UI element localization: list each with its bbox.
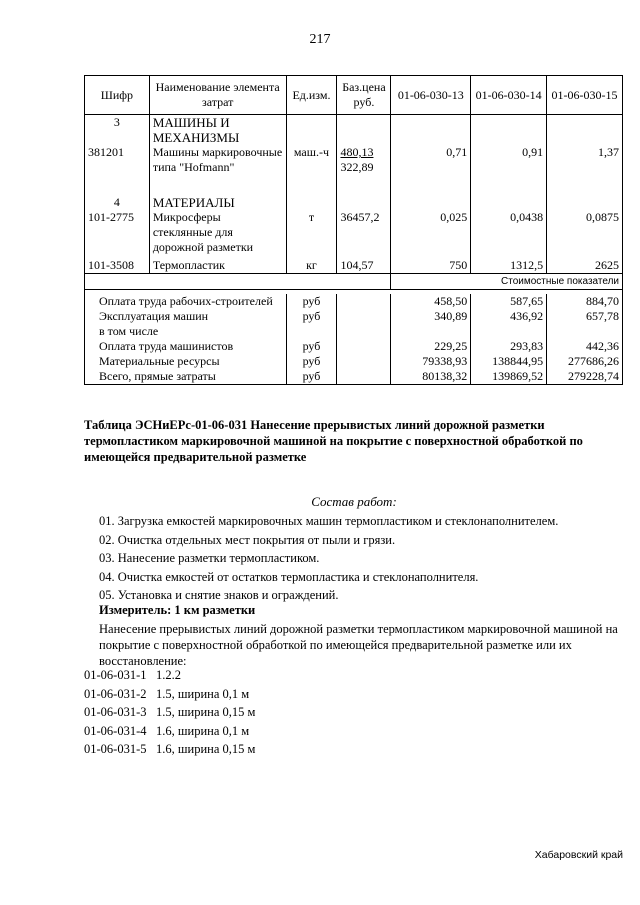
- description: Нанесение прерывистых линий дорожной разметки термопластиком маркировочной машиной на покрытие с поверхностной обработкой по имеющейся предварительной разметке или их восстановление:: [99, 622, 618, 668]
- row-price: 36457,2: [337, 210, 391, 258]
- variant-code: 01-06-031-2: [84, 686, 147, 701]
- header-col-15: 01-06-030-15: [547, 76, 623, 115]
- variant-code: 01-06-031-3: [84, 705, 147, 719]
- variant-text: 1.6, ширина 0,1 м: [156, 723, 250, 738]
- row-value: 0,71: [391, 145, 471, 195]
- cost-value: 340,89: [391, 309, 471, 324]
- cost-value: 80138,32: [391, 369, 471, 385]
- variant-text: 1.2.2: [156, 668, 181, 682]
- cost-name: Эксплуатация машин: [85, 309, 287, 324]
- row-price: 104,57: [337, 258, 391, 274]
- cost-value: 442,36: [547, 339, 623, 354]
- table-row: [85, 258, 623, 274]
- table-row: [85, 145, 623, 195]
- cost-unit: руб: [286, 309, 337, 324]
- list-item: 03. Нанесение разметки термопластиком.: [99, 551, 320, 565]
- row-value: 1312,5: [471, 258, 547, 274]
- list-item: [84, 724, 255, 743]
- list-item: 04. Очистка емкостей от остатков термопластика и стеклонаполнителя.: [99, 569, 479, 584]
- cost-unit: руб: [286, 339, 337, 354]
- list-item: [84, 742, 255, 761]
- cost-name: Оплата труда машинистов: [85, 339, 287, 354]
- cost-value: 587,65: [471, 294, 547, 309]
- cost-name: Материальные ресурсы: [85, 354, 287, 369]
- variant-text: 1.6, ширина 0,15 м: [156, 742, 256, 756]
- cost-row: [85, 324, 623, 339]
- cost-row: [85, 369, 623, 385]
- cost-value: 139869,52: [471, 369, 547, 385]
- cost-value: 79338,93: [391, 354, 471, 369]
- list-item: [84, 705, 255, 724]
- cost-row: [85, 309, 623, 324]
- row-value: 0,91: [471, 145, 547, 195]
- row-value: 0,0438: [471, 210, 547, 258]
- header-unit: Ед.изм.: [286, 76, 337, 115]
- variant-text: 1.5, ширина 0,15 м: [156, 705, 256, 719]
- list-item: [84, 687, 255, 706]
- list-item: 05. Установка и снятие знаков и ограждений.: [99, 588, 339, 602]
- table-title: Таблица ЭСНиЕРс-01-06-031 Нанесение прерывистых линий дорожной разметки термопластиком маркировочной машиной на покрытие с поверхностной обработкой по имеющейся предварительной разметке: [84, 418, 583, 464]
- list-item: 01. Загрузка емкостей маркировочных машин термопластиком и стеклонаполнителем.: [99, 514, 559, 528]
- cost-name: Всего, прямые затраты: [85, 369, 287, 385]
- cost-value: 458,50: [391, 294, 471, 309]
- cost-name: Оплата труда рабочих-строителей: [85, 294, 287, 309]
- section-code: 3: [85, 115, 150, 146]
- cost-value: 657,78: [547, 309, 623, 324]
- row-value: 0,025: [391, 210, 471, 258]
- row-price: [337, 145, 391, 195]
- cost-value: 884,70: [547, 294, 623, 309]
- cost-value: 138844,95: [471, 354, 547, 369]
- header-price: Баз.цена руб.: [337, 76, 391, 115]
- works-list: [99, 514, 624, 607]
- cost-value: 229,25: [391, 339, 471, 354]
- cost-name: в том числе: [85, 324, 287, 339]
- section-machines-row: [85, 115, 623, 146]
- resource-table: [84, 75, 623, 385]
- row-value: 1,37: [547, 145, 623, 195]
- row-name: Машины маркировочные типа "Hofmann": [149, 145, 286, 195]
- list-item: 02. Очистка отдельных мест покрытия от пыли и грязи.: [99, 532, 396, 547]
- header-col-14: 01-06-030-14: [471, 76, 547, 115]
- row-name: Термопластик: [149, 258, 286, 274]
- row-code: 101-2775: [85, 210, 150, 258]
- row-value: 0,0875: [547, 210, 623, 258]
- cost-row: [85, 354, 623, 369]
- variant-code: 01-06-031-4: [84, 723, 147, 738]
- row-code: 101-3508: [85, 258, 150, 274]
- measure-unit: Измеритель: 1 км разметки: [99, 603, 256, 617]
- table-row: [85, 210, 623, 258]
- row-unit: кг: [286, 258, 337, 274]
- cost-value: 279228,74: [547, 369, 623, 385]
- list-item: [84, 668, 255, 687]
- cost-value: 293,83: [471, 339, 547, 354]
- row-value: 750: [391, 258, 471, 274]
- cost-unit: руб: [286, 354, 337, 369]
- cost-value: 277686,26: [547, 354, 623, 369]
- works-title: Состав работ:: [311, 494, 397, 509]
- section-title: МАШИНЫ И МЕХАНИЗМЫ: [149, 115, 286, 146]
- cost-value: 436,92: [471, 309, 547, 324]
- row-code: 381201: [85, 145, 150, 195]
- variants-list: [84, 668, 255, 761]
- cost-unit: руб: [286, 294, 337, 309]
- section-title: МАТЕРИАЛЫ: [149, 195, 286, 210]
- price-value: 322,89: [340, 160, 374, 174]
- cost-header: Стоимостные показатели: [391, 274, 623, 290]
- section-materials-row: [85, 195, 623, 210]
- cost-header-row: [85, 274, 623, 290]
- cost-row: [85, 339, 623, 354]
- row-name: Микросферы стеклянные для дорожной разметки: [149, 210, 286, 258]
- variant-text: 1.5, ширина 0,1 м: [156, 686, 250, 701]
- variant-code: 01-06-031-5: [84, 742, 147, 756]
- cost-row: [85, 294, 623, 309]
- header-col-13: 01-06-030-13: [391, 76, 471, 115]
- header-name: Наименование элемента затрат: [149, 76, 286, 115]
- price-value: 480,13: [340, 145, 374, 159]
- cost-unit: руб: [286, 369, 337, 385]
- row-value: 2625: [547, 258, 623, 274]
- section-code: 4: [85, 195, 150, 210]
- page-number: 217: [309, 32, 331, 47]
- variant-code: 01-06-031-1: [84, 668, 147, 682]
- table-header-row: [85, 76, 623, 115]
- row-unit: т: [286, 210, 337, 258]
- footer-region: Хабаровский край: [534, 849, 623, 861]
- header-code: Шифр: [85, 76, 150, 115]
- row-unit: маш.-ч: [286, 145, 337, 195]
